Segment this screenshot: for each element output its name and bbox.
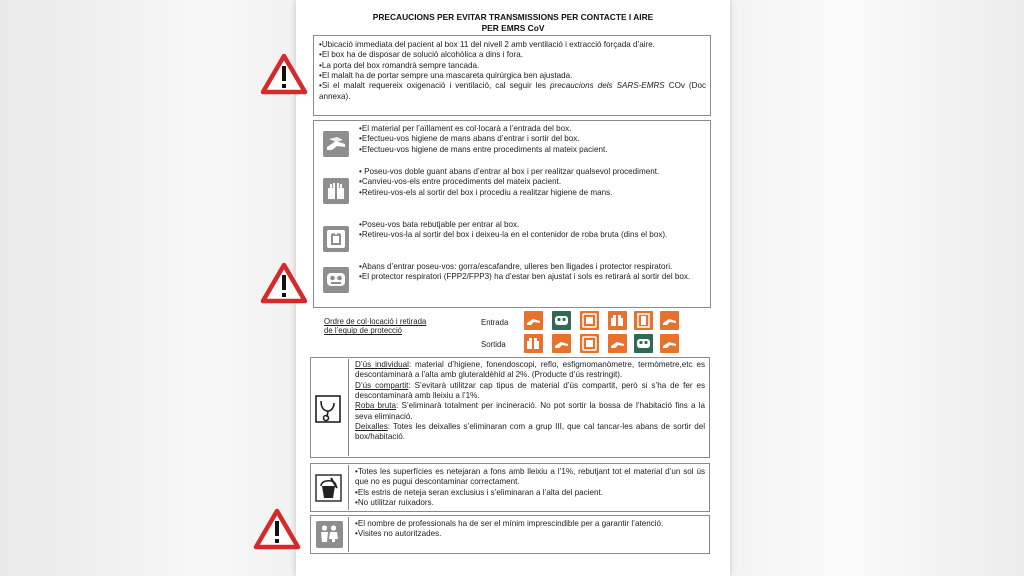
gloves-line: •Canvieu-vos-els entre procediments del mateix pacient.	[359, 177, 562, 187]
slide-background-right	[730, 0, 1024, 576]
placement-line-prefix: •Si el malalt requereix oxigenació i ventilació, cal seguir les	[319, 81, 551, 91]
people-icon	[316, 521, 343, 548]
gown-text	[359, 220, 705, 241]
hand-wash-icon	[552, 334, 571, 353]
mask-goggles-icon	[323, 267, 349, 293]
gown-icon	[634, 311, 653, 330]
shared-use-text: : S’evitarà utilitzar cap tipus de material d’ús compartit, però si s’ha de fer es descontaminarà amb lleixiu a l’1%.	[355, 380, 705, 401]
shared-use-label: D’ús compartit	[355, 380, 409, 390]
gloves-text	[359, 167, 705, 198]
cleaning-line: •Totes les superfícies es netejaran a fons amb lleixiu a l’1%, rebutjant tot el material d’un sol ús que no es pugui descontaminar correctament.	[355, 467, 705, 487]
stethoscope-icon	[315, 395, 341, 423]
document-title	[296, 12, 730, 33]
waste-text: : Totes les deixalles s’eliminaran com a grup III, que cal tancar-les abans de sortir del box/habitació.	[355, 422, 705, 442]
gloves-icon	[608, 311, 627, 330]
hand-hygiene-line: •Efectueu-vos higiene de mans abans d’entrar i sortir del box.	[359, 134, 580, 144]
waste-label: Deixalles	[355, 422, 388, 432]
dirty-clothes-label: Roba bruta	[355, 401, 397, 411]
title-line-1: PRECAUCIONS PER EVITAR TRANSMISSIONS PER CONTACTE I AIRE	[372, 12, 654, 22]
warning-triangle-icon	[260, 53, 308, 95]
cleaning-line: •Els estris de neteja seran exclusius i s’eliminaran a l’alta del pacient.	[355, 487, 604, 497]
gloves-icon	[323, 178, 349, 204]
entry-label: Entrada	[481, 318, 509, 327]
hand-wash-icon	[660, 311, 679, 330]
cleaning-line: •No utilitzar ruixadors.	[355, 498, 434, 508]
hand-wash-icon	[608, 334, 627, 353]
visitors-text	[355, 519, 705, 540]
warning-triangle-icon	[253, 508, 301, 550]
exit-label: Sortida	[481, 340, 506, 349]
mask-line: •El protector respiratori (FPP2/FPP3) ha d’estar ben ajustat i sols es retirarà al sortir del box.	[359, 272, 691, 282]
individual-use-label: D’ús individual	[355, 360, 409, 369]
placement-line: •La porta del box romandrà sempre tancada.	[319, 60, 480, 70]
visitors-line: •Visites no autoritzades.	[355, 529, 442, 539]
placement-line	[319, 81, 706, 102]
cleaning-text	[355, 467, 705, 508]
gown-icon	[580, 311, 599, 330]
gown-icon	[580, 334, 599, 353]
warning-triangle-icon	[260, 262, 308, 304]
gown-line: •Poseu-vos bata rebutjable per entrar al box.	[359, 220, 520, 229]
dirty-clothes-text: : S’eliminarà totalment per incineració. No pot sortir la bossa de l’habitació fins a la seva eliminació.	[355, 401, 706, 421]
donning-order-label: Ordre de col·locació i retirada de l’equip de protecció	[324, 317, 427, 336]
placement-line-italic: precaucions dels SARS-EMRS	[550, 81, 665, 91]
gloves-line: • Poseu-vos doble guant abans d’entrar al box i per realitzar qualsevol procediment.	[359, 167, 660, 176]
placement-line: •El malalt ha de portar sempre una mascareta quirúrgica ben ajustada.	[319, 71, 573, 81]
cleaning-bucket-icon	[315, 474, 342, 502]
gloves-line: •Retireu-vos-els al sortir del box i procediu a realitzar higiene de mans.	[359, 187, 613, 197]
patient-placement-text	[319, 40, 706, 102]
individual-use-text: : material d’higiene, fonendoscopi, reflo, esfigmomanòmetre, termòmetre,etc es descontaminarà a l’alta amb gluteraldèhid al 2%. (Producte d’ús restringit).	[355, 360, 705, 380]
mask-icon	[552, 311, 571, 330]
hand-wash-icon	[524, 311, 543, 330]
hand-hygiene-text	[359, 124, 705, 155]
hand-hygiene-icon	[323, 131, 349, 157]
hand-wash-icon	[660, 334, 679, 353]
placement-line: •Ubicació immediata del pacient al box 11 del nivell 2 amb ventilació i extracció forçada d’aire.	[319, 40, 656, 49]
placement-line: •El box ha de disposar de solució alcohòlica a dins i fora.	[319, 50, 523, 60]
hand-hygiene-line: •El material per l’aïllament es col·locarà a l’entrada del box.	[359, 124, 572, 133]
material-handling-text	[355, 360, 705, 443]
gown-line: •Retireu-vos-la al sortir del box i deixeu-la en el contenidor de roba bruta (dins el box).	[359, 230, 668, 240]
placement-line-suffix: COv (Doc annexa).	[319, 81, 707, 101]
mask-icon	[634, 334, 653, 353]
hand-hygiene-line: •Efectueu-vos higiene de mans entre procediments al mateix pacient.	[359, 144, 608, 154]
slide-background-left	[0, 0, 296, 576]
gloves-icon	[524, 334, 543, 353]
title-line-2: PER EMRS CoV	[481, 22, 545, 33]
gown-icon	[323, 226, 349, 252]
mask-line: •Abans d’entrar poseu-vos: gorra/escafandre, ulleres ben lligades i protector respiratori.	[359, 262, 673, 271]
visitors-line: •El nombre de professionals ha de ser el mínim imprescindible per a garantir l’atenció.	[355, 519, 664, 528]
mask-text	[359, 262, 705, 283]
